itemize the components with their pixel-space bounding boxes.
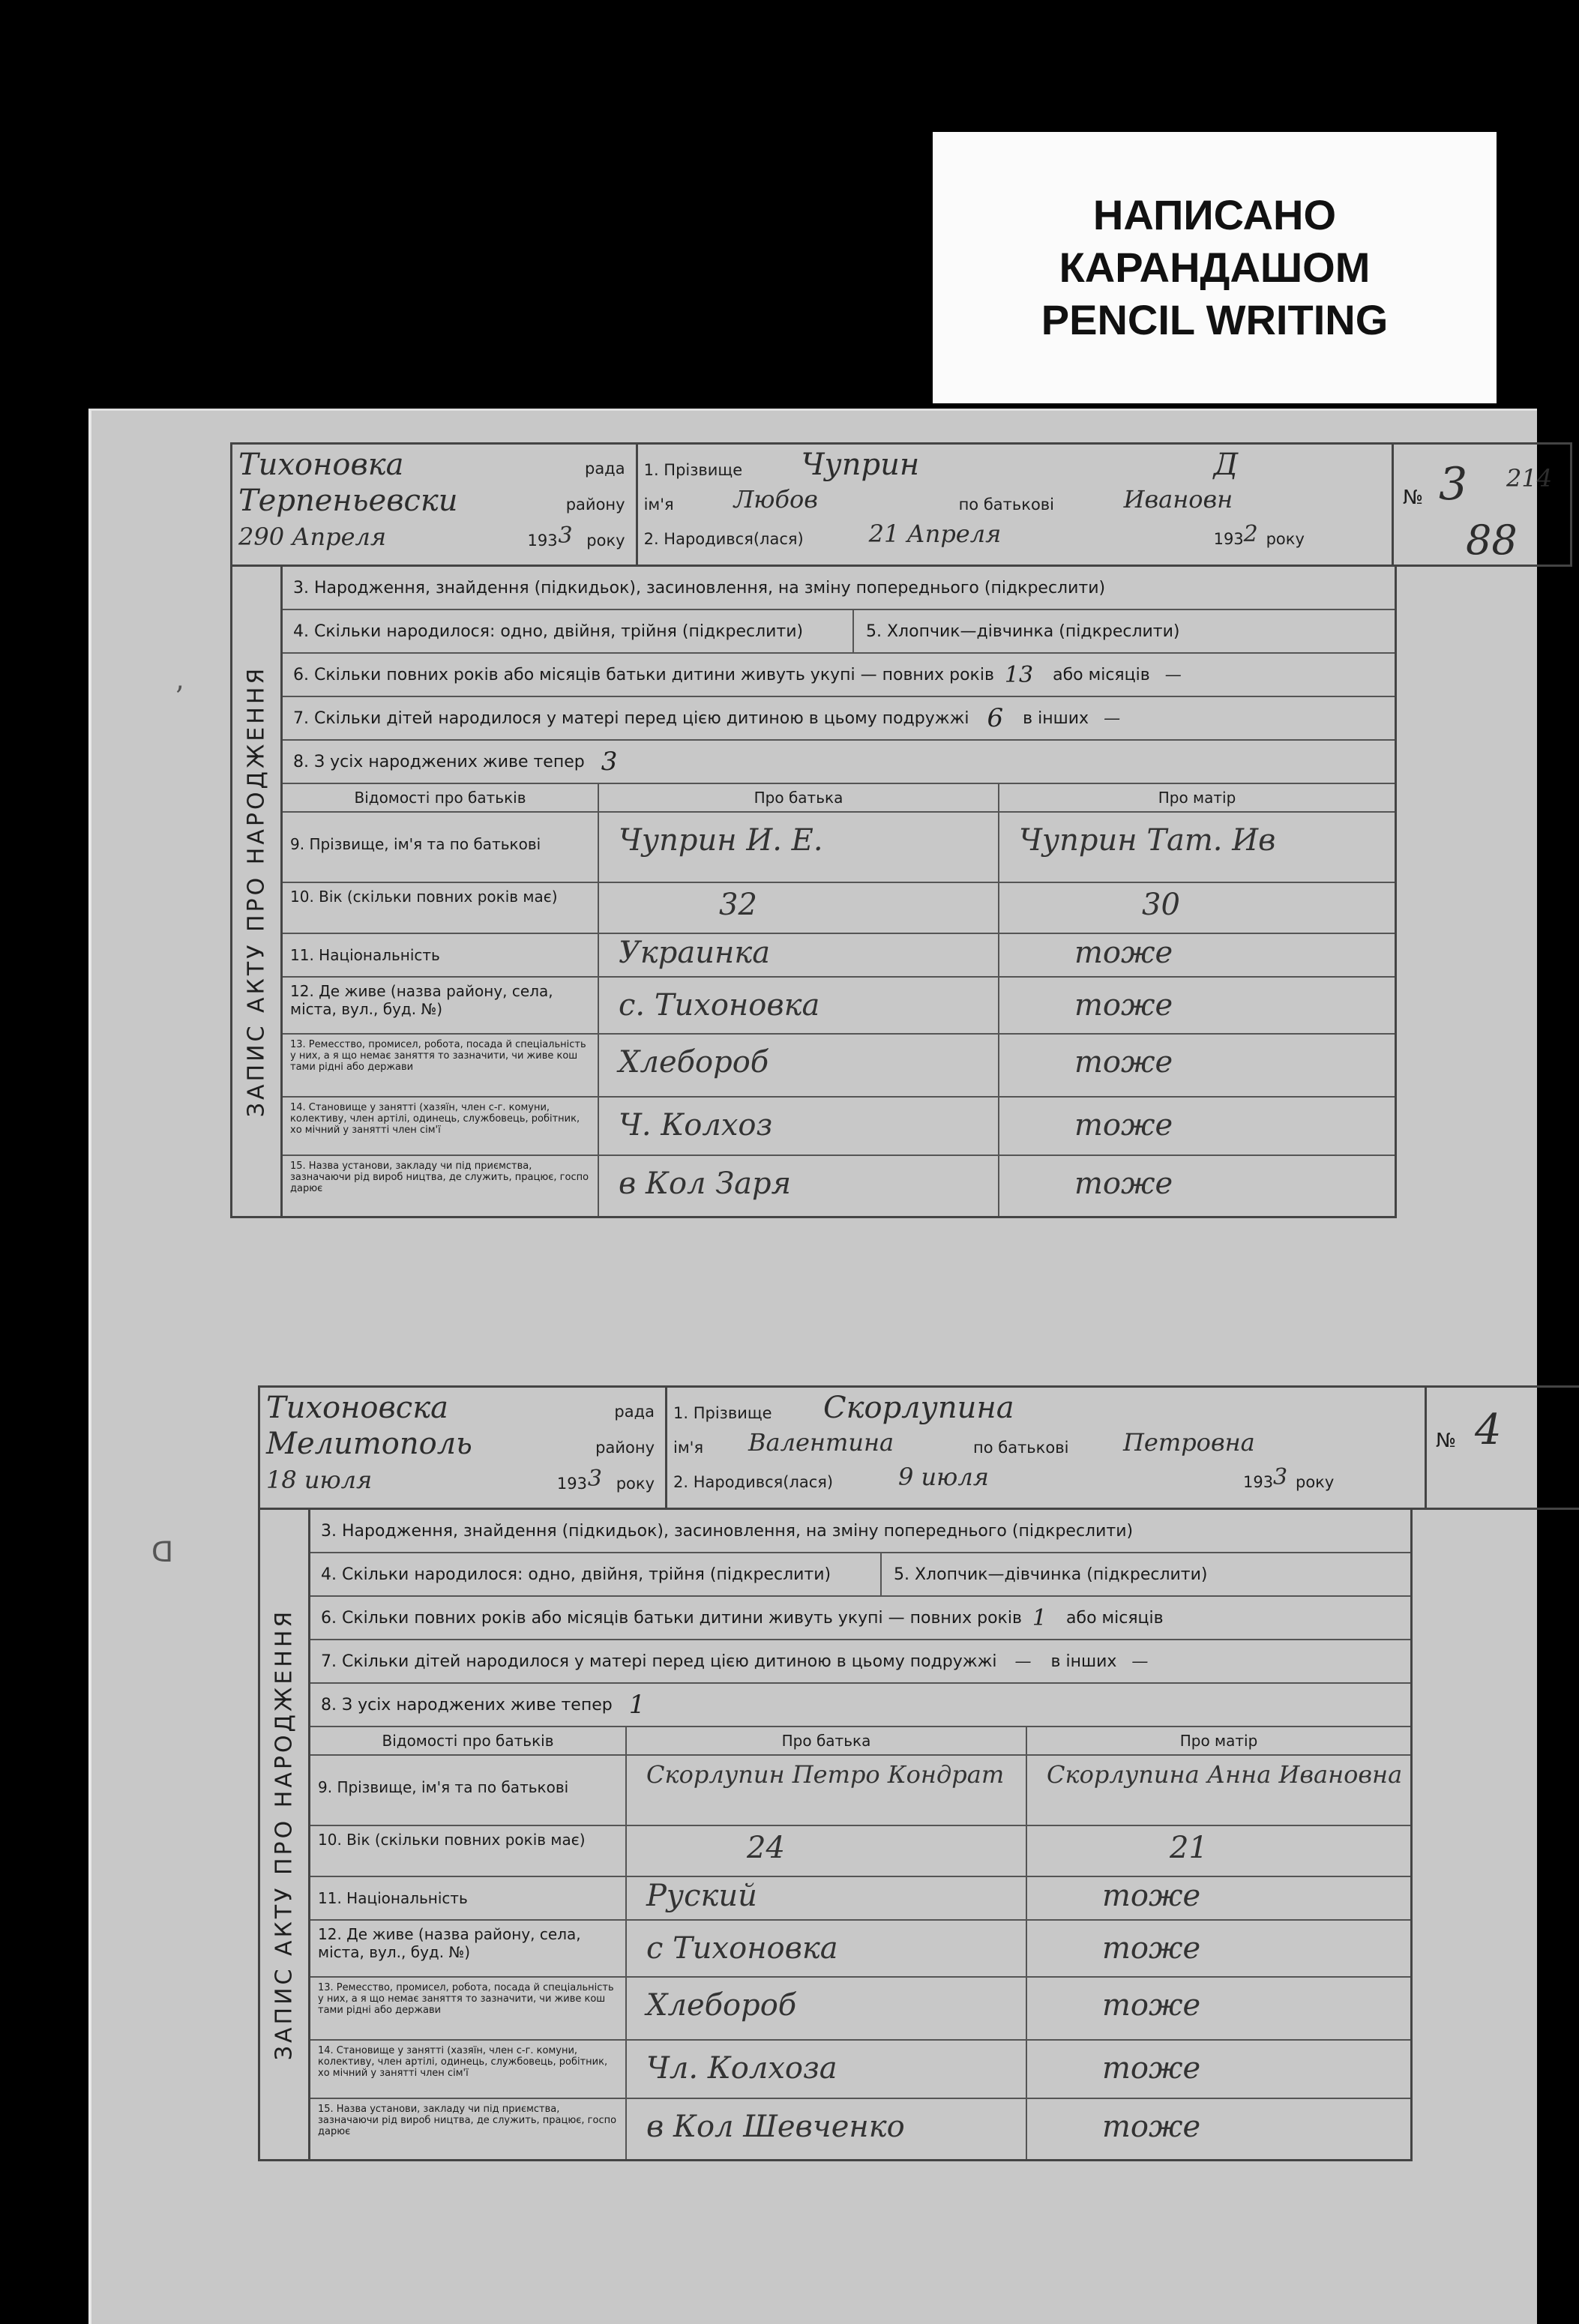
mother-work-text: тоже [1102, 1988, 1201, 2023]
parents-table [283, 784, 1395, 1216]
mother-work-text: тоже [1074, 1045, 1173, 1080]
year-digit: 3 [558, 523, 573, 549]
mother-live-text: тоже [1102, 1931, 1201, 1966]
mother-nat [1027, 1877, 1410, 1921]
row-q7 [283, 697, 1395, 741]
label-line-2: КАРАНДАШОМ [1059, 244, 1371, 291]
q3-text: 3. Народження, знайдення (підкидьок), засиновлення, на зміну попереднього (підкреслити) [293, 578, 1106, 597]
father-live-text: с. Тихоновка [619, 988, 820, 1023]
father-inst-text: в Кол Шевченко [646, 2110, 905, 2144]
year-prefix: 193 [556, 1475, 587, 1493]
children-other: — [1104, 708, 1121, 728]
roku-label: року [616, 1475, 655, 1493]
q13-label: 13. Ремесство, промисел, робота, посада й спеціальність у них, а я що немає заняття то зазначити, чи живе кош тами рідні або держави [310, 1978, 627, 2041]
mother-age-text: 21 [1170, 1831, 1208, 1865]
row-q8 [283, 741, 1395, 784]
q14-label: 14. Становище у занятті (хазяїн, член с-г. комуни, колективу, член артілі, одинець, службовець, робітник, хо мічний у занятті член сім'ї [310, 2041, 627, 2099]
record-body [258, 1510, 1413, 2161]
mother-inst [999, 1156, 1395, 1216]
name-label: ім'я [673, 1439, 704, 1457]
name-handwriting: Любов [733, 485, 818, 514]
mother-fio [1027, 1756, 1410, 1826]
q12-label: 12. Де живе (назва району, села, міста, вул., буд. №) [283, 978, 599, 1035]
q15-label: 15. Назва установи, закладу чи під приємства, зазначаючи рід вироб ництва, де служить, працює, госпо дарює [283, 1156, 599, 1216]
born-handwriting: 21 Апреля [868, 520, 1002, 548]
father-age-text: 32 [719, 888, 757, 922]
father-age-text: 24 [747, 1831, 785, 1865]
q8-text: 8. З усіх народжених живе тепер [293, 752, 585, 771]
father-inst [599, 1156, 999, 1216]
raion-label: району [565, 496, 625, 514]
mother-age-text: 30 [1142, 888, 1180, 922]
mother-inst [1027, 2099, 1410, 2159]
mother-pos [1027, 2041, 1410, 2099]
mother-age [999, 883, 1395, 934]
father-inst-text: в Кол Заря [619, 1166, 792, 1201]
col-header-mother: Про матір [999, 784, 1395, 813]
record-number: 4 [1475, 1406, 1502, 1454]
record-number-box [1394, 445, 1570, 565]
birth-record-1 [230, 442, 1572, 1218]
mother-work [1027, 1978, 1410, 2041]
patronymic-label: по батькові [973, 1439, 1069, 1457]
row-q3 [283, 567, 1395, 610]
children-before: — [1014, 1652, 1032, 1671]
father-fio-text: Скорлупин Петро Кондрат [646, 1760, 1005, 1789]
surname-label: 1. Прізвище [673, 1404, 772, 1422]
q8-text: 8. З усіх народжених живе тепер [321, 1695, 613, 1715]
q6-text: 6. Скільки повних років або місяців батьки дитини живуть укупі — повних років [321, 1608, 1022, 1628]
father-pos [627, 2041, 1027, 2099]
father-nat [599, 934, 999, 978]
q7-text: 7. Скільки дітей народилося у матері перед цією дитиною в цьому подружжі [293, 708, 969, 728]
year-digit: 3 [587, 1466, 602, 1492]
roku-label: року [586, 532, 625, 550]
registration-place [232, 445, 638, 565]
father-work-text: Хлебороб [646, 1988, 797, 2023]
q10-label: 10. Вік (скільки повних років має) [310, 1826, 627, 1877]
mother-fio [999, 813, 1395, 883]
mother-nat-text: тоже [1074, 936, 1173, 970]
father-inst [627, 2099, 1027, 2159]
row-q3 [310, 1510, 1410, 1553]
father-work [627, 1978, 1027, 2041]
raion-label: району [595, 1439, 655, 1457]
father-live-text: с Тихоновка [646, 1931, 838, 1966]
parents-table [310, 1727, 1410, 2159]
father-fio-text: Чуприн И. Е. [619, 823, 823, 858]
surname-label: 1. Прізвище [643, 461, 743, 479]
number-label: № [1403, 487, 1424, 509]
rada-handwriting: Тихоновска [266, 1391, 448, 1425]
raion-handwriting: Терпеньевски [238, 484, 458, 518]
q7b-text: в інших [1050, 1652, 1117, 1671]
col-header-info: Відомості про батьків [310, 1727, 627, 1756]
name-handwriting: Валентина [748, 1428, 894, 1457]
birth-record-2 [258, 1385, 1579, 2161]
row-q7 [310, 1640, 1410, 1684]
row-q6 [283, 654, 1395, 697]
father-live [627, 1921, 1027, 1978]
q7b-text: в інших [1023, 708, 1089, 728]
q11-label: 11. Національність [310, 1877, 627, 1921]
q11-label: 11. Національність [283, 934, 599, 978]
mother-pos-text: тоже [1074, 1108, 1173, 1143]
father-work [599, 1035, 999, 1098]
mother-work [999, 1035, 1395, 1098]
mother-live [1027, 1921, 1410, 1978]
father-fio [627, 1756, 1027, 1826]
name-label: ім'я [643, 496, 674, 514]
father-pos-text: Чл. Колхоза [646, 2051, 837, 2086]
patronymic-handwriting: Ивановн [1123, 485, 1233, 514]
born-year-prefix: 193 [1243, 1473, 1274, 1491]
q4-divider [852, 610, 854, 654]
q13-label: 13. Ремесство, промисел, робота, посада й спеціальність у них, а я що немає заняття то зазначити, чи живе кош тами рідні або держави [283, 1035, 599, 1098]
rada-label: рада [584, 460, 625, 478]
label-line-1: НАПИСАНО [1092, 191, 1337, 238]
q4-divider [880, 1553, 882, 1597]
pencil-writing-label [933, 132, 1497, 403]
father-pos-text: Ч. Колхоз [619, 1108, 773, 1143]
surname-handwriting: Скорлупина [823, 1391, 1014, 1425]
born-roku-label: року [1296, 1473, 1335, 1491]
col-header-info: Відомості про батьків [283, 784, 599, 813]
father-work-text: Хлебороб [619, 1045, 769, 1080]
mother-inst-text: тоже [1102, 2110, 1201, 2144]
rada-label: рада [614, 1403, 655, 1421]
q9-label: 9. Прізвище, ім'я та по батькові [283, 813, 599, 883]
mother-pos-text: тоже [1102, 2051, 1201, 2086]
q7-text: 7. Скільки дітей народилося у матері перед цією дитиною в цьому подружжі [321, 1652, 997, 1671]
born-label: 2. Народився(лася) [643, 530, 804, 548]
mother-inst-text: тоже [1074, 1166, 1173, 1201]
raion-handwriting: Мелитополь [266, 1427, 472, 1461]
col-header-mother: Про матір [1027, 1727, 1410, 1756]
q4-text: 4. Скільки народилося: одно, двійня, трійня (підкреслити) [293, 621, 804, 641]
record-header [230, 442, 1572, 567]
col-header-father: Про батька [627, 1727, 1027, 1756]
children-before: 6 [987, 703, 1004, 733]
col-header-father: Про батька [599, 784, 999, 813]
record-body [230, 567, 1397, 1218]
registration-place [260, 1388, 667, 1508]
q4-text: 4. Скільки народилося: одно, двійня, трійня (підкреслити) [321, 1565, 831, 1584]
father-fio [599, 813, 999, 883]
alive-count: 3 [601, 747, 618, 777]
mother-age [1027, 1826, 1410, 1877]
record-header [258, 1385, 1579, 1510]
record-number: 3 [1439, 458, 1468, 511]
years-together: 1 [1032, 1604, 1047, 1631]
row-q4 [310, 1553, 1410, 1597]
mother-live-text: тоже [1074, 988, 1173, 1023]
margin-mark: ᗡ [151, 1535, 174, 1568]
father-nat [627, 1877, 1027, 1921]
q5-text: 5. Хлопчик—дівчинка (підкреслити) [866, 621, 1180, 641]
born-roku-label: року [1266, 530, 1305, 548]
mother-nat [999, 934, 1395, 978]
father-pos [599, 1098, 999, 1156]
record-number-extra: 214 [1506, 464, 1553, 493]
record-number-box [1427, 1388, 1547, 1508]
months-together: — [1164, 665, 1182, 684]
record-number-below: 88 [1466, 517, 1518, 564]
number-label: № [1436, 1430, 1457, 1452]
father-age [627, 1826, 1027, 1877]
register-sheet [88, 409, 1553, 2324]
children-other: — [1131, 1652, 1149, 1671]
born-year-digit: 3 [1273, 1464, 1288, 1490]
alive-count: 1 [628, 1690, 646, 1720]
born-year-prefix: 193 [1213, 530, 1244, 548]
side-title [232, 567, 283, 1216]
mother-nat-text: тоже [1102, 1879, 1201, 1913]
q15-label: 15. Назва установи, закладу чи під приємства, зазначаючи рід вироб ництва, де служить, працює, госпо дарює [310, 2099, 627, 2159]
years-together: 13 [1004, 661, 1034, 688]
side-title-text: ЗАПИС АКТУ ПРО НАРОДЖЕННЯ [243, 665, 270, 1118]
mother-fio-text: Чуприн Тат. Ив [1019, 823, 1276, 858]
born-label: 2. Народився(лася) [673, 1473, 834, 1491]
surname-handwriting: Чуприн [801, 448, 920, 482]
year-prefix: 193 [527, 532, 558, 550]
born-handwriting: 9 июля [898, 1463, 989, 1491]
mother-live [999, 978, 1395, 1035]
q10-label: 10. Вік (скільки повних років має) [283, 883, 599, 934]
registration-date: 290 Апреля [238, 523, 387, 551]
margin-mark: ʼ [174, 681, 184, 714]
mother-fio-text: Скорлупина Анна Ивановна [1047, 1760, 1403, 1789]
side-title-text: ЗАПИС АКТУ ПРО НАРОДЖЕННЯ [271, 1608, 298, 2061]
born-year-digit: 2 [1243, 521, 1258, 547]
q5-text: 5. Хлопчик—дівчинка (підкреслити) [894, 1565, 1208, 1584]
q6b-text: або місяців [1053, 665, 1150, 684]
q6b-text: або місяців [1066, 1608, 1164, 1628]
father-age [599, 883, 999, 934]
child-identity [667, 1388, 1427, 1508]
child-identity [638, 445, 1394, 565]
q14-label: 14. Становище у занятті (хазяїн, член с-г. комуни, колективу, член артілі, одинець, службовець, робітник, хо мічний у занятті член сім'ї [283, 1098, 599, 1156]
row-q8 [310, 1684, 1410, 1727]
row-q6 [310, 1597, 1410, 1640]
patronymic-label: по батькові [958, 496, 1055, 514]
registration-date: 18 июля [266, 1466, 373, 1494]
father-nat-text: Украинка [619, 936, 771, 970]
q3-text: 3. Народження, знайдення (підкидьок), засиновлення, на зміну попереднього (підкреслити) [321, 1521, 1134, 1541]
q6-text: 6. Скільки повних років або місяців батьки дитини живуть укупі — повних років [293, 665, 994, 684]
q9-label: 9. Прізвище, ім'я та по батькові [310, 1756, 627, 1826]
father-live [599, 978, 999, 1035]
surname-extra: Д [1213, 448, 1239, 482]
rada-handwriting: Тихоновка [238, 448, 404, 482]
side-title [260, 1510, 310, 2159]
row-q4 [283, 610, 1395, 654]
label-line-3: PENCIL WRITING [1041, 296, 1389, 343]
mother-pos [999, 1098, 1395, 1156]
q12-label: 12. Де живе (назва району, села, міста, вул., буд. №) [310, 1921, 627, 1978]
father-nat-text: Руский [646, 1879, 757, 1913]
patronymic-handwriting: Петровна [1123, 1428, 1255, 1457]
